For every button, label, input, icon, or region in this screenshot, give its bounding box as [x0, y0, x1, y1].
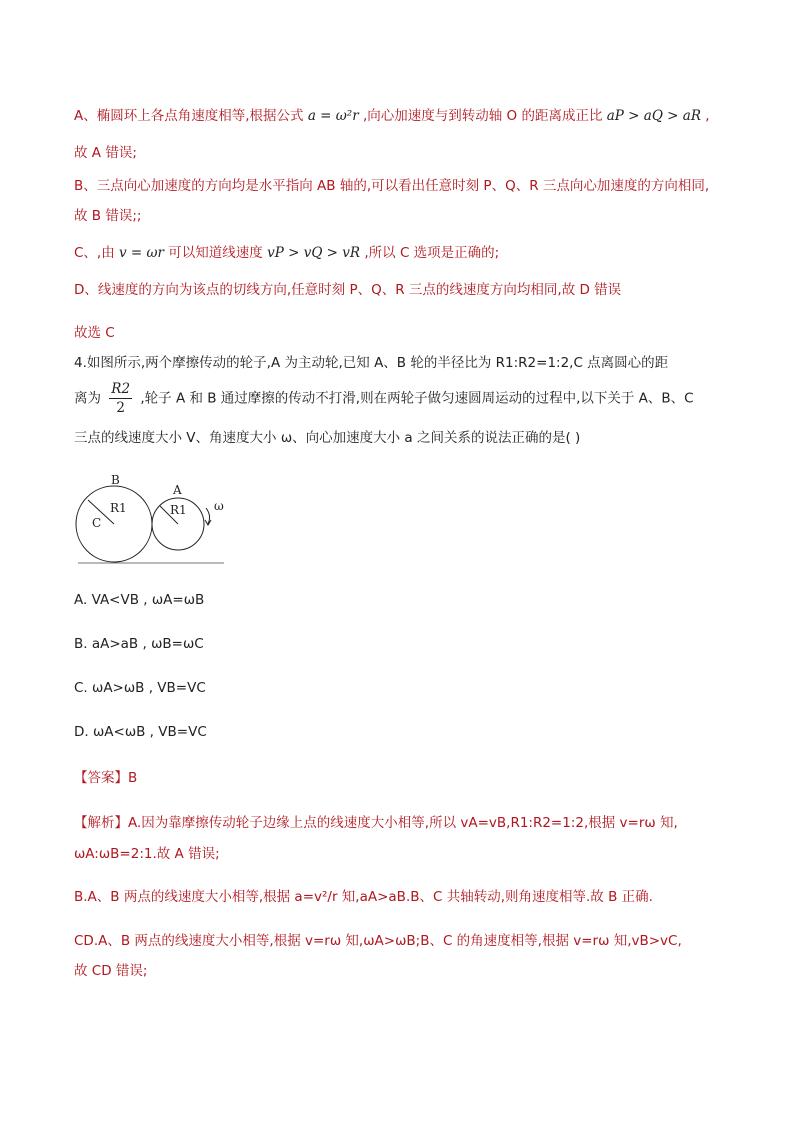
label-b: B	[111, 473, 120, 487]
prev-a-text2: ,向心加速度与到转动轴 O 的距离成正比	[362, 108, 603, 124]
label-a: A	[173, 483, 182, 497]
label-r1-wheel-a: R1	[170, 503, 187, 517]
fraction-numerator: R2	[111, 381, 131, 397]
analysis-line3: B.A、B 两点的线速度大小相等,根据 a=v²/r 知,aA>aB.B、C 共轴转动,则角速度相等.故 B 正确.	[74, 889, 653, 905]
fraction-r2-over-2	[109, 380, 132, 417]
analysis-line2: ωA:ωB=2:1.故 A 错误;	[74, 846, 220, 862]
prev-b-line1: B、三点向心加速度的方向均是水平指向 AB 轴的,可以看出任意时刻 P、Q、R 三点向心加速度的方向相同,	[74, 178, 710, 194]
question-line3: 三点的线速度大小 V、角速度大小 ω、向心加速度大小 a 之间关系的说法正确的是( )	[74, 430, 581, 446]
prev-c-pre: C、,由	[74, 245, 115, 261]
analysis-l1: A.因为靠摩擦传动轮子边缘上点的线速度大小相等,所以 vA=vB,R1:R2=1:2,根据 v=rω 知,	[128, 815, 678, 831]
prev-option-a-line	[74, 106, 710, 126]
prev-c-mid: 可以知道线速度	[168, 245, 263, 261]
label-c: C	[92, 516, 102, 530]
option-c: C. ωA>ωB , VB=VC	[74, 680, 206, 696]
label-omega: ω	[214, 499, 224, 513]
analysis-tag: 【解析】	[74, 815, 128, 831]
wheels-diagram	[74, 472, 234, 567]
answer-tag: 【答案】	[74, 770, 128, 786]
label-r1-wheel-b: R1	[110, 501, 127, 515]
prev-c-formula: v = ωr	[119, 245, 164, 261]
prev-option-c-line	[74, 243, 499, 263]
option-a: A. VA<VB , ωA=ωB	[74, 592, 205, 608]
prev-conclusion: 故选 C	[74, 325, 115, 341]
option-d: D. ωA<ωB , VB=VC	[74, 724, 207, 740]
analysis-line4: CD.A、B 两点的线速度大小相等,根据 v=rω 知,ωA>ωB;B、C 的角速度相等,根据 v=rω 知,vB>vC,	[74, 933, 682, 949]
fraction-denominator: 2	[116, 400, 125, 416]
question-line2-post: ,轮子 A 和 B 通过摩擦的传动不打滑,则在两轮子做匀速圆周运动的过程中,以下关于 A、B、C	[140, 390, 694, 407]
prev-a-text: A、椭圆环上各点角速度相等,根据公式	[74, 108, 304, 124]
prev-d-line: D、线速度的方向为该点的切线方向,任意时刻 P、Q、R 三点的线速度方向均相同,故 D 错误	[74, 282, 622, 298]
prev-c-inequality: vP > vQ > vR	[267, 245, 361, 261]
omega-arrow-head	[205, 520, 211, 525]
question-line2	[74, 380, 694, 417]
prev-a-line2: 故 A 错误;	[74, 145, 137, 161]
analysis-line5: 故 CD 错误;	[74, 963, 148, 979]
answer-value: B	[128, 770, 138, 786]
question-line2-pre: 离为	[74, 390, 101, 407]
prev-b-line2: 故 B 错误;;	[74, 208, 142, 224]
option-b: B. aA>aB , ωB=ωC	[74, 636, 204, 652]
prev-a-formula: a = ω²r	[307, 108, 359, 124]
prev-a-tail: ,	[705, 108, 710, 124]
prev-c-tail: ,所以 C 选项是正确的;	[364, 245, 500, 261]
analysis-line1	[74, 813, 678, 833]
answer-line	[74, 768, 137, 788]
prev-a-inequality: aP > aQ > aR	[606, 108, 701, 124]
question-line1: 4.如图所示,两个摩擦传动的轮子,A 为主动轮,已知 A、B 轮的半径比为 R1:R2=1:2,C 点离圆心的距	[74, 355, 669, 371]
wheels-figure	[74, 472, 234, 567]
